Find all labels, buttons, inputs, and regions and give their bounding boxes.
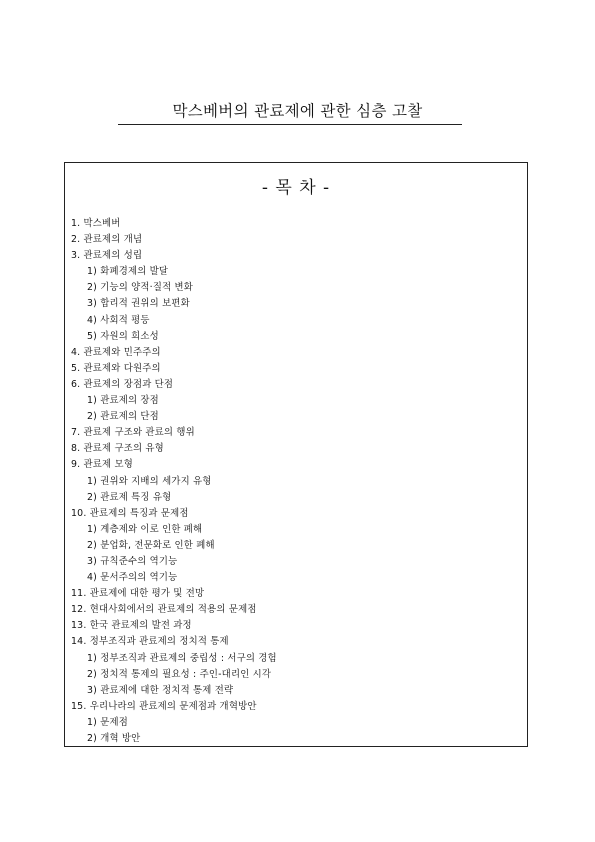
toc-item: 3. 관료제의 성립 — [71, 250, 143, 262]
toc-item: 11. 관료제에 대한 평가 및 전망 — [71, 588, 205, 600]
toc-item: 1) 계층제와 이로 인한 폐해 — [87, 523, 203, 535]
toc-item: 5) 자원의 희소성 — [87, 330, 159, 342]
toc-item: 14. 정부조직과 관료제의 정치적 통제 — [71, 636, 229, 648]
toc-item: 1) 문제점 — [87, 716, 128, 728]
toc-item: 8. 관료제 구조의 유형 — [71, 443, 164, 455]
toc-item: 3) 관료제에 대한 정치적 통제 전략 — [87, 684, 234, 696]
toc-item: 9. 관료제 모형 — [71, 459, 133, 471]
toc-item: 15. 우리나라의 관료제의 문제점과 개혁방안 — [71, 700, 257, 712]
toc-item: 2) 개혁 방안 — [87, 733, 141, 744]
title-underline — [118, 124, 462, 125]
toc-item: 1) 정부조직과 관료제의 중립성 : 서구의 경험 — [87, 652, 277, 664]
toc-item: 5. 관료제와 다원주의 — [71, 362, 161, 374]
toc-item: 3) 합리적 권위의 보편화 — [87, 298, 190, 310]
toc-item: 4) 문서주의의 역기능 — [87, 572, 178, 584]
toc-item: 2) 관료제의 단점 — [87, 411, 159, 423]
toc-item: 2. 관료제의 개념 — [71, 234, 143, 246]
toc-item: 4) 사회적 평등 — [87, 314, 150, 326]
toc-item: 1) 화폐경제의 발달 — [87, 266, 169, 278]
toc-list — [71, 216, 277, 747]
toc-item: 7. 관료제 구조와 관료의 행위 — [71, 427, 195, 439]
toc-item: 12. 현대사회에서의 관료제의 적용의 문제점 — [71, 604, 257, 616]
toc-item: 10. 관료제의 특징과 문제점 — [71, 507, 189, 519]
toc-item: 4. 관료제와 민주주의 — [71, 346, 161, 358]
toc-item: 1) 관료제의 장점 — [87, 395, 159, 407]
toc-item: 3) 규칙준수의 역기능 — [87, 555, 178, 567]
toc-item: 2) 정치적 통제의 필요성 : 주인-대리인 시각 — [87, 668, 272, 680]
toc-item: 1. 막스베버 — [71, 218, 121, 229]
toc-item: 2) 기능의 양적·질적 변화 — [87, 282, 194, 294]
toc-item: 2) 분업화, 전문화로 인한 폐해 — [87, 539, 215, 551]
toc-item: 1) 권위와 지배의 세가지 유형 — [87, 475, 212, 487]
toc-item: 6. 관료제의 장점과 단점 — [71, 378, 174, 390]
table-of-contents-box — [64, 162, 528, 747]
page-title: 막스베버의 관료제에 관한 심층 고찰 — [172, 102, 423, 120]
toc-item: 2) 관료제 특징 유형 — [87, 491, 172, 503]
toc-heading: - 목 차 - — [261, 178, 331, 198]
toc-item: 13. 한국 관료제의 발전 과정 — [71, 620, 192, 632]
